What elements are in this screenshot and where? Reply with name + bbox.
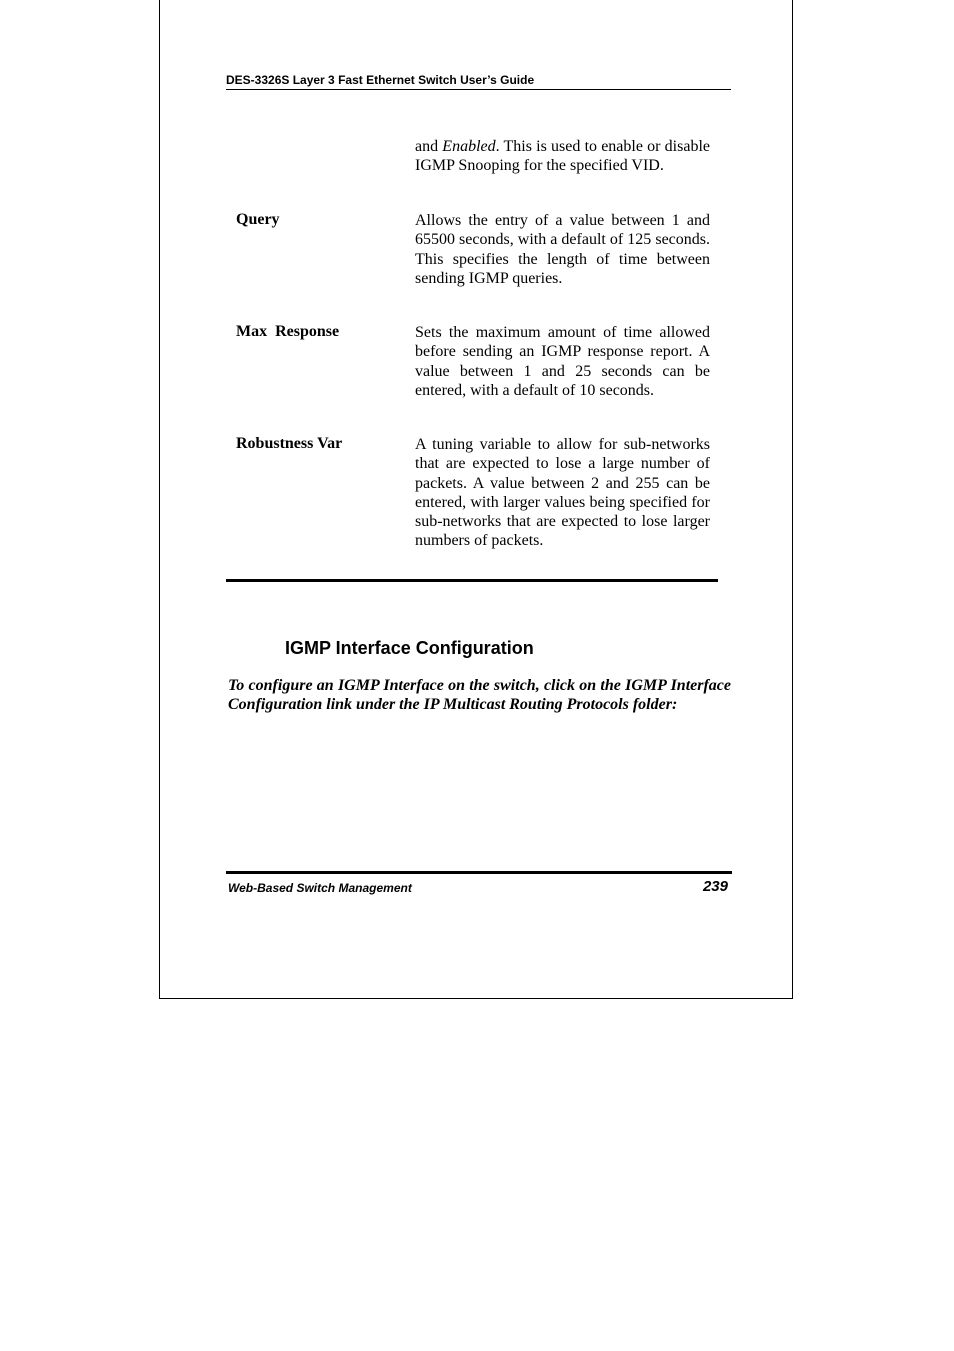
table-bottom-rule xyxy=(226,579,718,582)
row-description: Allows the entry of a value between 1 and 65500 seconds, with a default of 125 seconds. This specifies the length of time between sending IGMP queries. xyxy=(415,212,710,287)
row-description: A tuning variable to allow for sub-networks that are expected to lose a large number of packets. A value between 2 and 255 can be entered, with larger values being specified for sub-networks that are expected to lose larger numbers of packets. xyxy=(415,436,710,550)
footer-rule xyxy=(226,871,732,874)
desc-prefix: and xyxy=(415,138,443,155)
desc-text: . This is used to enable or disable IGMP Snooping for the specified VID. xyxy=(415,138,710,175)
page-number: 239 xyxy=(702,878,728,895)
row-term: Query xyxy=(236,211,280,228)
running-header: DES-3326S Layer 3 Fast Ethernet Switch User’s Guide xyxy=(226,73,731,90)
row-description xyxy=(415,137,710,176)
desc-emphasis: Enabled xyxy=(442,138,496,155)
row-term: Max Response xyxy=(236,323,340,340)
running-footer: Web-Based Switch Management xyxy=(228,881,412,895)
section-heading: IGMP Interface Configuration xyxy=(285,638,534,658)
row-term: Robustness Var xyxy=(236,435,343,452)
instruction-text: To configure an IGMP Interface on the switch, click on the IGMP Interface Configuration link under the IP Multicast Routing Protocols folder: xyxy=(228,677,731,714)
row-description: Sets the maximum amount of time allowed before sending an IGMP response report. A value between 1 and 25 seconds can be entered, with a default of 10 seconds. xyxy=(415,324,710,399)
